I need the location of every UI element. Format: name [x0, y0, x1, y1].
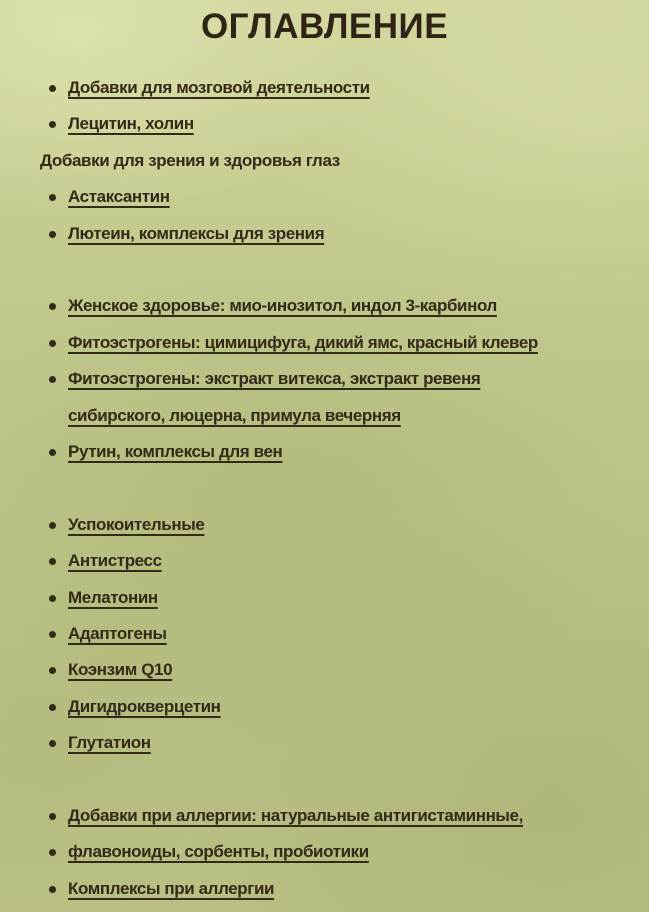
bullet-icon	[49, 121, 56, 128]
toc-line: Фитоэстрогены: цимицифуга, дикий ямс, красный клевер	[68, 332, 538, 352]
toc-link[interactable]	[40, 798, 611, 834]
toc-group	[40, 288, 611, 470]
bullet-icon	[49, 631, 56, 638]
toc-line: Добавки для мозговой деятельности	[68, 78, 370, 97]
toc-line: Рутин, комплексы для вен	[68, 442, 283, 462]
toc-line: Антистресс	[68, 551, 162, 571]
toc-link[interactable]	[40, 652, 611, 688]
bullet-icon	[49, 522, 56, 529]
toc-line: Астаксантин	[68, 187, 170, 207]
toc-line: Лецитин, холин	[68, 114, 194, 134]
toc-line: Дигидрокверцетин	[68, 696, 221, 716]
toc-line: Мелатонин	[68, 587, 158, 607]
toc-link[interactable]	[40, 543, 611, 579]
page-title: ОГЛАВЛЕНИЕ	[200, 7, 449, 46]
bullet-icon	[49, 340, 56, 347]
toc-list	[0, 48, 649, 907]
toc-group	[40, 798, 611, 907]
toc-line: Коэнзим Q10	[68, 660, 173, 680]
bullet-icon	[49, 740, 56, 747]
toc-link[interactable]	[40, 434, 611, 470]
toc-link[interactable]	[40, 325, 611, 361]
toc-link[interactable]	[40, 106, 611, 142]
toc-link[interactable]	[40, 361, 611, 434]
toc-line: Адаптогены	[68, 624, 167, 644]
toc-line: Женское здоровье: мио-инозитол, индол 3-карбинол	[68, 296, 497, 316]
toc-link[interactable]	[40, 871, 611, 907]
toc-line: сибирского, люцерна, примула вечерняя	[68, 405, 401, 425]
toc-link[interactable]	[40, 834, 611, 870]
bullet-icon	[49, 813, 56, 820]
toc-line: Глутатион	[68, 733, 151, 753]
toc-link[interactable]	[40, 725, 611, 761]
toc-link[interactable]	[40, 216, 611, 252]
toc-line: Комплексы при аллергии	[68, 878, 275, 898]
toc-link[interactable]	[40, 70, 611, 106]
bullet-icon	[49, 595, 56, 602]
toc-link[interactable]	[40, 507, 611, 543]
toc-group	[40, 507, 611, 762]
toc-line: Добавки для зрения и здоровья глаз	[40, 150, 340, 170]
toc-link[interactable]	[40, 689, 611, 725]
toc-line: Фитоэстрогены: экстракт витекса, экстракт ревеня	[68, 369, 481, 389]
bullet-icon	[49, 85, 56, 92]
toc-line: Лютеин, комплексы для зрения	[68, 223, 325, 243]
bullet-icon	[49, 449, 56, 456]
bullet-icon	[49, 886, 56, 893]
bullet-icon	[49, 667, 56, 674]
bullet-icon	[49, 849, 56, 856]
toc-link[interactable]	[40, 179, 611, 215]
bullet-icon	[49, 704, 56, 711]
toc-link[interactable]	[40, 616, 611, 652]
toc-line: Успокоительные	[68, 514, 205, 534]
toc-link[interactable]	[40, 288, 611, 324]
toc-line: Добавки при аллергии: натуральные антигистаминные,	[68, 806, 523, 826]
bullet-icon	[49, 376, 56, 383]
bullet-icon	[49, 194, 56, 201]
bullet-icon	[49, 558, 56, 565]
toc-group	[40, 70, 611, 252]
bullet-icon	[49, 231, 56, 238]
bullet-icon	[49, 303, 56, 310]
toc-line: флавоноиды, сорбенты, пробиотики	[68, 842, 369, 862]
toc-link[interactable]	[40, 580, 611, 616]
toc-section-label	[40, 143, 611, 179]
